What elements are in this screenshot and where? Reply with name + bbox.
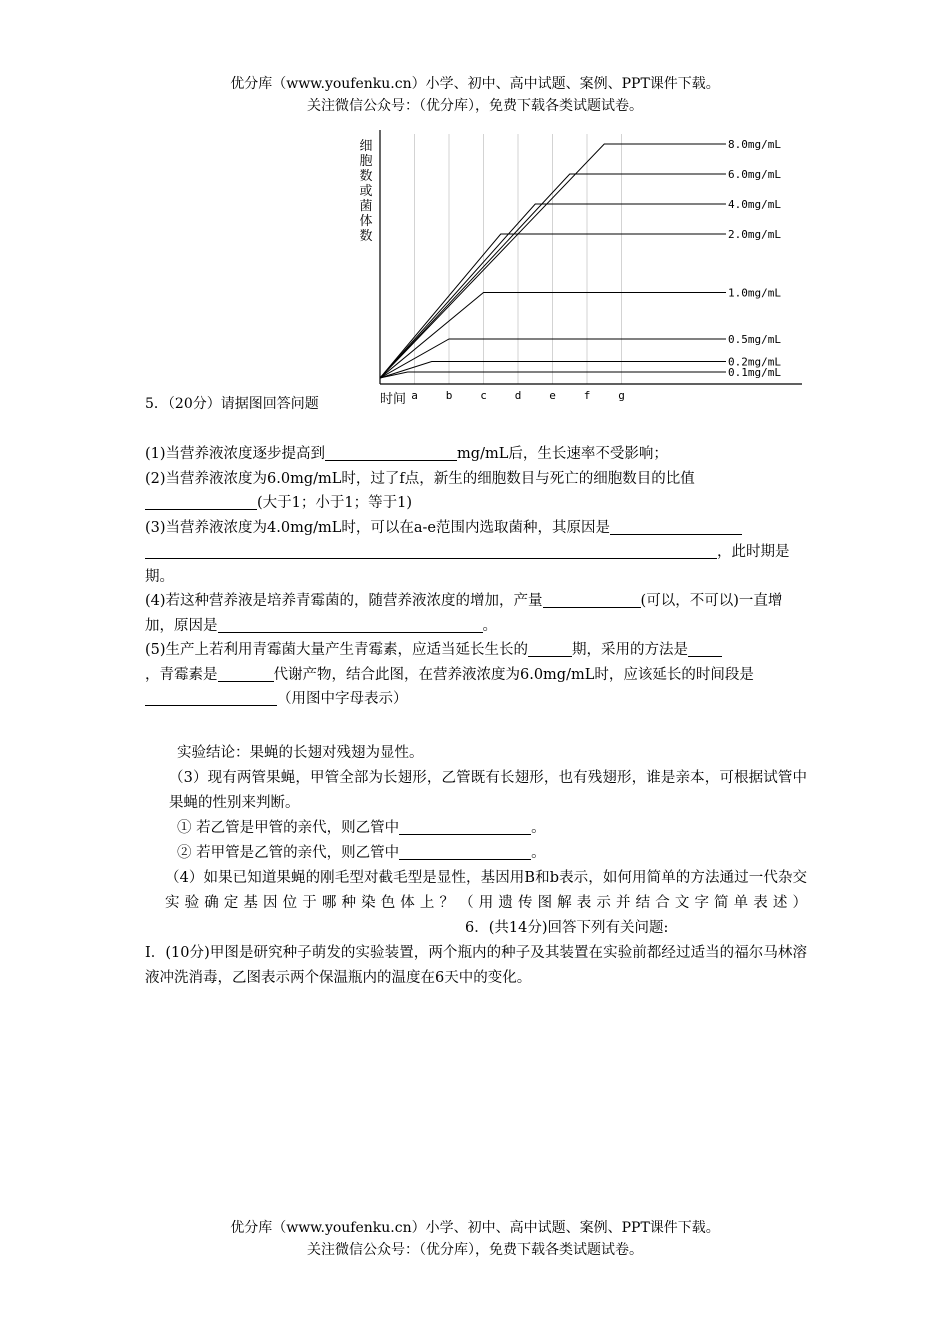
- footer-line-1: 优分库（www.youfenku.cn）小学、初中、高中试题、案例、PPT课件下载。: [230, 1220, 720, 1236]
- series-line-2: [380, 204, 726, 378]
- footer-line-2: 关注微信公众号：（优分库），免费下载各类试题试卷。: [307, 1242, 643, 1258]
- blank-2[interactable]: [145, 493, 257, 510]
- series-line-7: [380, 372, 726, 378]
- blank-5b[interactable]: [688, 640, 722, 657]
- x-tick-b: b: [445, 389, 453, 402]
- series-line-4: [380, 293, 726, 379]
- series-line-3: [380, 234, 726, 378]
- y-label-char: 数: [359, 169, 373, 184]
- series-label-6: 0.2mg/mL: [728, 355, 781, 369]
- header-line-2: 关注微信公众号：（优分库），免费下载各类试题试卷。: [307, 98, 643, 114]
- y-label-char: 胞: [359, 154, 373, 169]
- q5-item-5: (5)生产上若利用青霉菌大量产生青霉素，应适当延长生长的 期，采用的方法是 ，青霉素是 代谢产物，结合此图，在营养液浓度为6.0mg/mL时，应该延长的时间段是（用图中字母表示）: [145, 642, 754, 707]
- x-tick-d: d: [514, 389, 522, 402]
- question-5-title: 5．（20分）请据图回答问题: [145, 396, 319, 412]
- y-label-char: 数: [359, 229, 373, 244]
- page-footer: [0, 1217, 950, 1261]
- x-tick-labels: [411, 389, 625, 402]
- series-label-5: 0.5mg/mL: [728, 333, 781, 346]
- question-6-title: 6．(共14分)回答下列有关问题:: [465, 920, 669, 936]
- blank-1[interactable]: [325, 444, 457, 461]
- q5-item-2: (2)当营养液浓度为6.0mg/mL时，过了f点，新生的细胞数目与死亡的细胞数目的比值 (大于1；小于1；等于1): [145, 470, 695, 511]
- x-tick-g: g: [618, 389, 625, 402]
- blank-4b[interactable]: [218, 616, 483, 633]
- q5-item-4: (4)若这种营养液是培养青霉菌的，随营养液浓度的增加，产量 (可以，不可以)一直增加，原因是 。: [145, 593, 783, 634]
- series-label-1: 6.0mg/mL: [728, 168, 781, 181]
- blank-5[interactable]: [528, 640, 572, 657]
- chart-grid: [415, 134, 622, 384]
- fruitfly-q3-a: ① 若乙管是甲管的亲代，则乙管中 。: [177, 820, 546, 836]
- series-label-7: 0.1mg/mL: [728, 366, 781, 379]
- blank-3[interactable]: [610, 518, 742, 535]
- x-axis-label: 时间: [380, 392, 407, 407]
- series-label-2: 4.0mg/mL: [728, 198, 781, 211]
- series-lines: [380, 144, 726, 378]
- series-line-1: [380, 174, 726, 378]
- experiment-conclusion: 实验结论：果蝇的长翅对残翅为显性。: [177, 745, 424, 761]
- blank-5d[interactable]: [145, 689, 277, 706]
- blank-4[interactable]: [543, 591, 641, 608]
- fruitfly-section: [145, 741, 807, 991]
- series-label-0: 8.0mg/mL: [728, 138, 781, 151]
- fruitfly-q3-b: ② 若甲管是乙管的亲代，则乙管中 。: [177, 845, 546, 861]
- series-label-3: 2.0mg/mL: [728, 228, 781, 241]
- series-line-0: [380, 144, 726, 378]
- y-label-char: 细: [359, 139, 373, 154]
- fruitfly-q3: （3）现有两管果蝇，甲管全部为长翅形，乙管既有长翅形，也有残翅形，谁是亲本，可根据试管中果蝇的性别来判断。: [169, 770, 807, 811]
- blank-5c[interactable]: [218, 665, 274, 682]
- y-label-char: 体: [359, 214, 373, 229]
- question-6-part-1: Ⅰ．(10分)甲图是研究种子萌发的实验装置，两个瓶内的种子及其装置在实验前都经过适当的福尔马林溶液冲洗消毒，乙图表示两个保温瓶内的温度在6天中的变化。: [145, 945, 807, 986]
- x-tick-f: f: [583, 389, 591, 402]
- y-label-char: 或: [359, 184, 373, 199]
- series-label-4: 1.0mg/mL: [728, 286, 781, 300]
- question-5-body: [145, 442, 807, 712]
- q5-item-1: (1)当营养液浓度逐步提高到 mg/mL后，生长速率不受影响；: [145, 446, 668, 462]
- blank-3a[interactable]: [399, 818, 531, 835]
- y-label-char: 菌: [359, 199, 373, 214]
- q5-item-3: (3)当营养液浓度为4.0mg/mL时，可以在a-e范围内选取菌种，其原因是 ，此时期是 期。: [145, 519, 790, 585]
- x-tick-e: e: [549, 389, 556, 402]
- series-labels: [728, 138, 781, 379]
- fruitfly-q4: （4）如果已知道果蝇的刚毛型对截毛型是显性，基因用B和b表示，如何用简单的方法通过一代杂交实验确定基因位于哪种染色体上？（用遗传图解表示并结合文字简单表述）6．(共14分)回答下列有关问题:: [165, 870, 807, 936]
- growth-curve-chart: [350, 128, 810, 410]
- x-tick-c: c: [480, 389, 487, 402]
- blank-3b[interactable]: [145, 542, 717, 559]
- header-line-1: 优分库（www.youfenku.cn）小学、初中、高中试题、案例、PPT课件下载。: [230, 76, 720, 92]
- x-tick-a: a: [411, 389, 418, 402]
- blank-3b-fly[interactable]: [399, 843, 531, 860]
- page-header: [0, 73, 950, 117]
- y-axis-label: [359, 139, 372, 244]
- series-line-6: [380, 362, 726, 379]
